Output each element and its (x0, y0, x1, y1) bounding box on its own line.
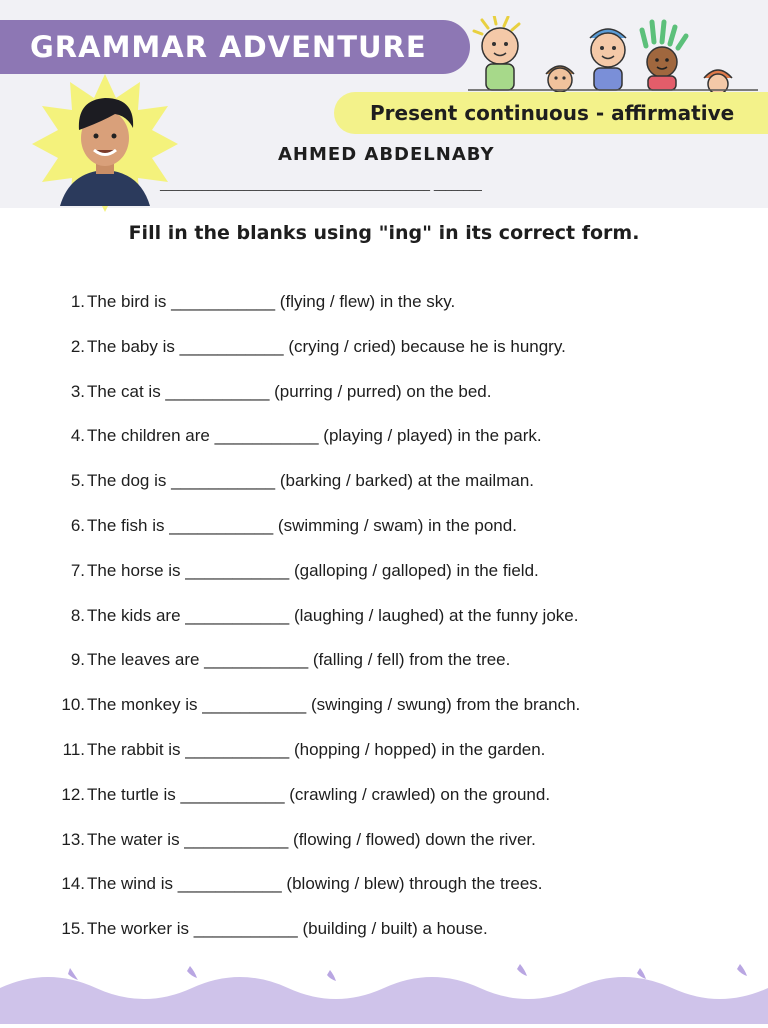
question-number: 13. (61, 829, 85, 849)
kid-5-figure (704, 70, 732, 92)
question-number: 3. (70, 381, 85, 401)
question-number: 8. (70, 605, 85, 625)
author-avatar (30, 72, 180, 212)
question-item (0, 870, 768, 915)
student-name-line: _____________________________________________ ________ (160, 177, 482, 191)
instruction-text: Fill in the blanks using "ing" in its correct form. (128, 222, 640, 244)
question-number: 2. (70, 336, 85, 356)
question-text: The rabbit is ___________ (hopping / hopped) in the garden. (87, 739, 546, 759)
question-text: The worker is ___________ (building / built) a house. (87, 919, 488, 939)
question-item (0, 602, 768, 647)
question-item (0, 646, 768, 691)
question-number: 11. (62, 739, 85, 759)
question-item (0, 826, 768, 871)
question-text: The dog is ___________ (barking / barked) at the mailman. (87, 471, 534, 491)
question-item (0, 691, 768, 736)
question-item (0, 557, 768, 602)
question-number: 1. (70, 292, 85, 311)
question-number: 15. (61, 919, 85, 939)
worksheet-subtitle: Present continuous - affirmative (370, 101, 735, 125)
question-item (0, 781, 768, 826)
question-number: 10. (61, 695, 85, 715)
footer-wave (0, 960, 768, 1024)
question-number: 9. (70, 650, 85, 670)
question-text: The children are ___________ (playing / played) in the park. (87, 426, 542, 446)
question-item (0, 333, 768, 378)
kid-2-figure (546, 66, 574, 92)
question-number: 14. (61, 874, 85, 894)
question-text: The cat is ___________ (purring / purred) on the bed. (87, 381, 492, 401)
subtitle-banner (334, 92, 768, 134)
kid-1-figure (474, 16, 519, 90)
question-text: The wind is ___________ (blowing / blew) through the trees. (87, 874, 543, 894)
kid-3-figure (590, 29, 626, 90)
author-name: AHMED ABDELNABY (278, 144, 495, 165)
question-item (0, 512, 768, 557)
question-text: The kids are ___________ (laughing / laughed) at the funny joke. (87, 605, 579, 625)
title-banner (0, 20, 470, 74)
worksheet-title: GRAMMAR ADVENTURE (30, 30, 427, 64)
question-item (0, 378, 768, 423)
question-text: The water is ___________ (flowing / flowed) down the river. (87, 829, 536, 849)
question-text: The baby is ___________ (crying / cried) because he is hungry. (87, 336, 566, 356)
question-text: The leaves are ___________ (falling / fell) from the tree. (87, 650, 511, 670)
kids-illustration (468, 16, 758, 92)
question-text: The bird is ___________ (flying / flew) in the sky. (87, 292, 456, 311)
question-list (0, 288, 768, 960)
kid-4-figure (642, 22, 686, 90)
question-item (0, 736, 768, 781)
question-number: 7. (70, 560, 85, 580)
question-text: The turtle is ___________ (crawling / crawled) on the ground. (87, 784, 551, 804)
question-number: 12. (61, 784, 85, 804)
question-item (0, 467, 768, 512)
question-text: The monkey is ___________ (swinging / swung) from the branch. (87, 695, 581, 715)
question-item (0, 288, 768, 333)
question-item (0, 915, 768, 960)
question-number: 5. (70, 471, 85, 491)
question-text: The horse is ___________ (galloping / galloped) in the field. (87, 560, 539, 580)
question-text: The fish is ___________ (swimming / swam) in the pond. (87, 515, 517, 535)
question-number: 4. (70, 426, 85, 446)
question-item (0, 422, 768, 467)
question-number: 6. (70, 515, 85, 535)
